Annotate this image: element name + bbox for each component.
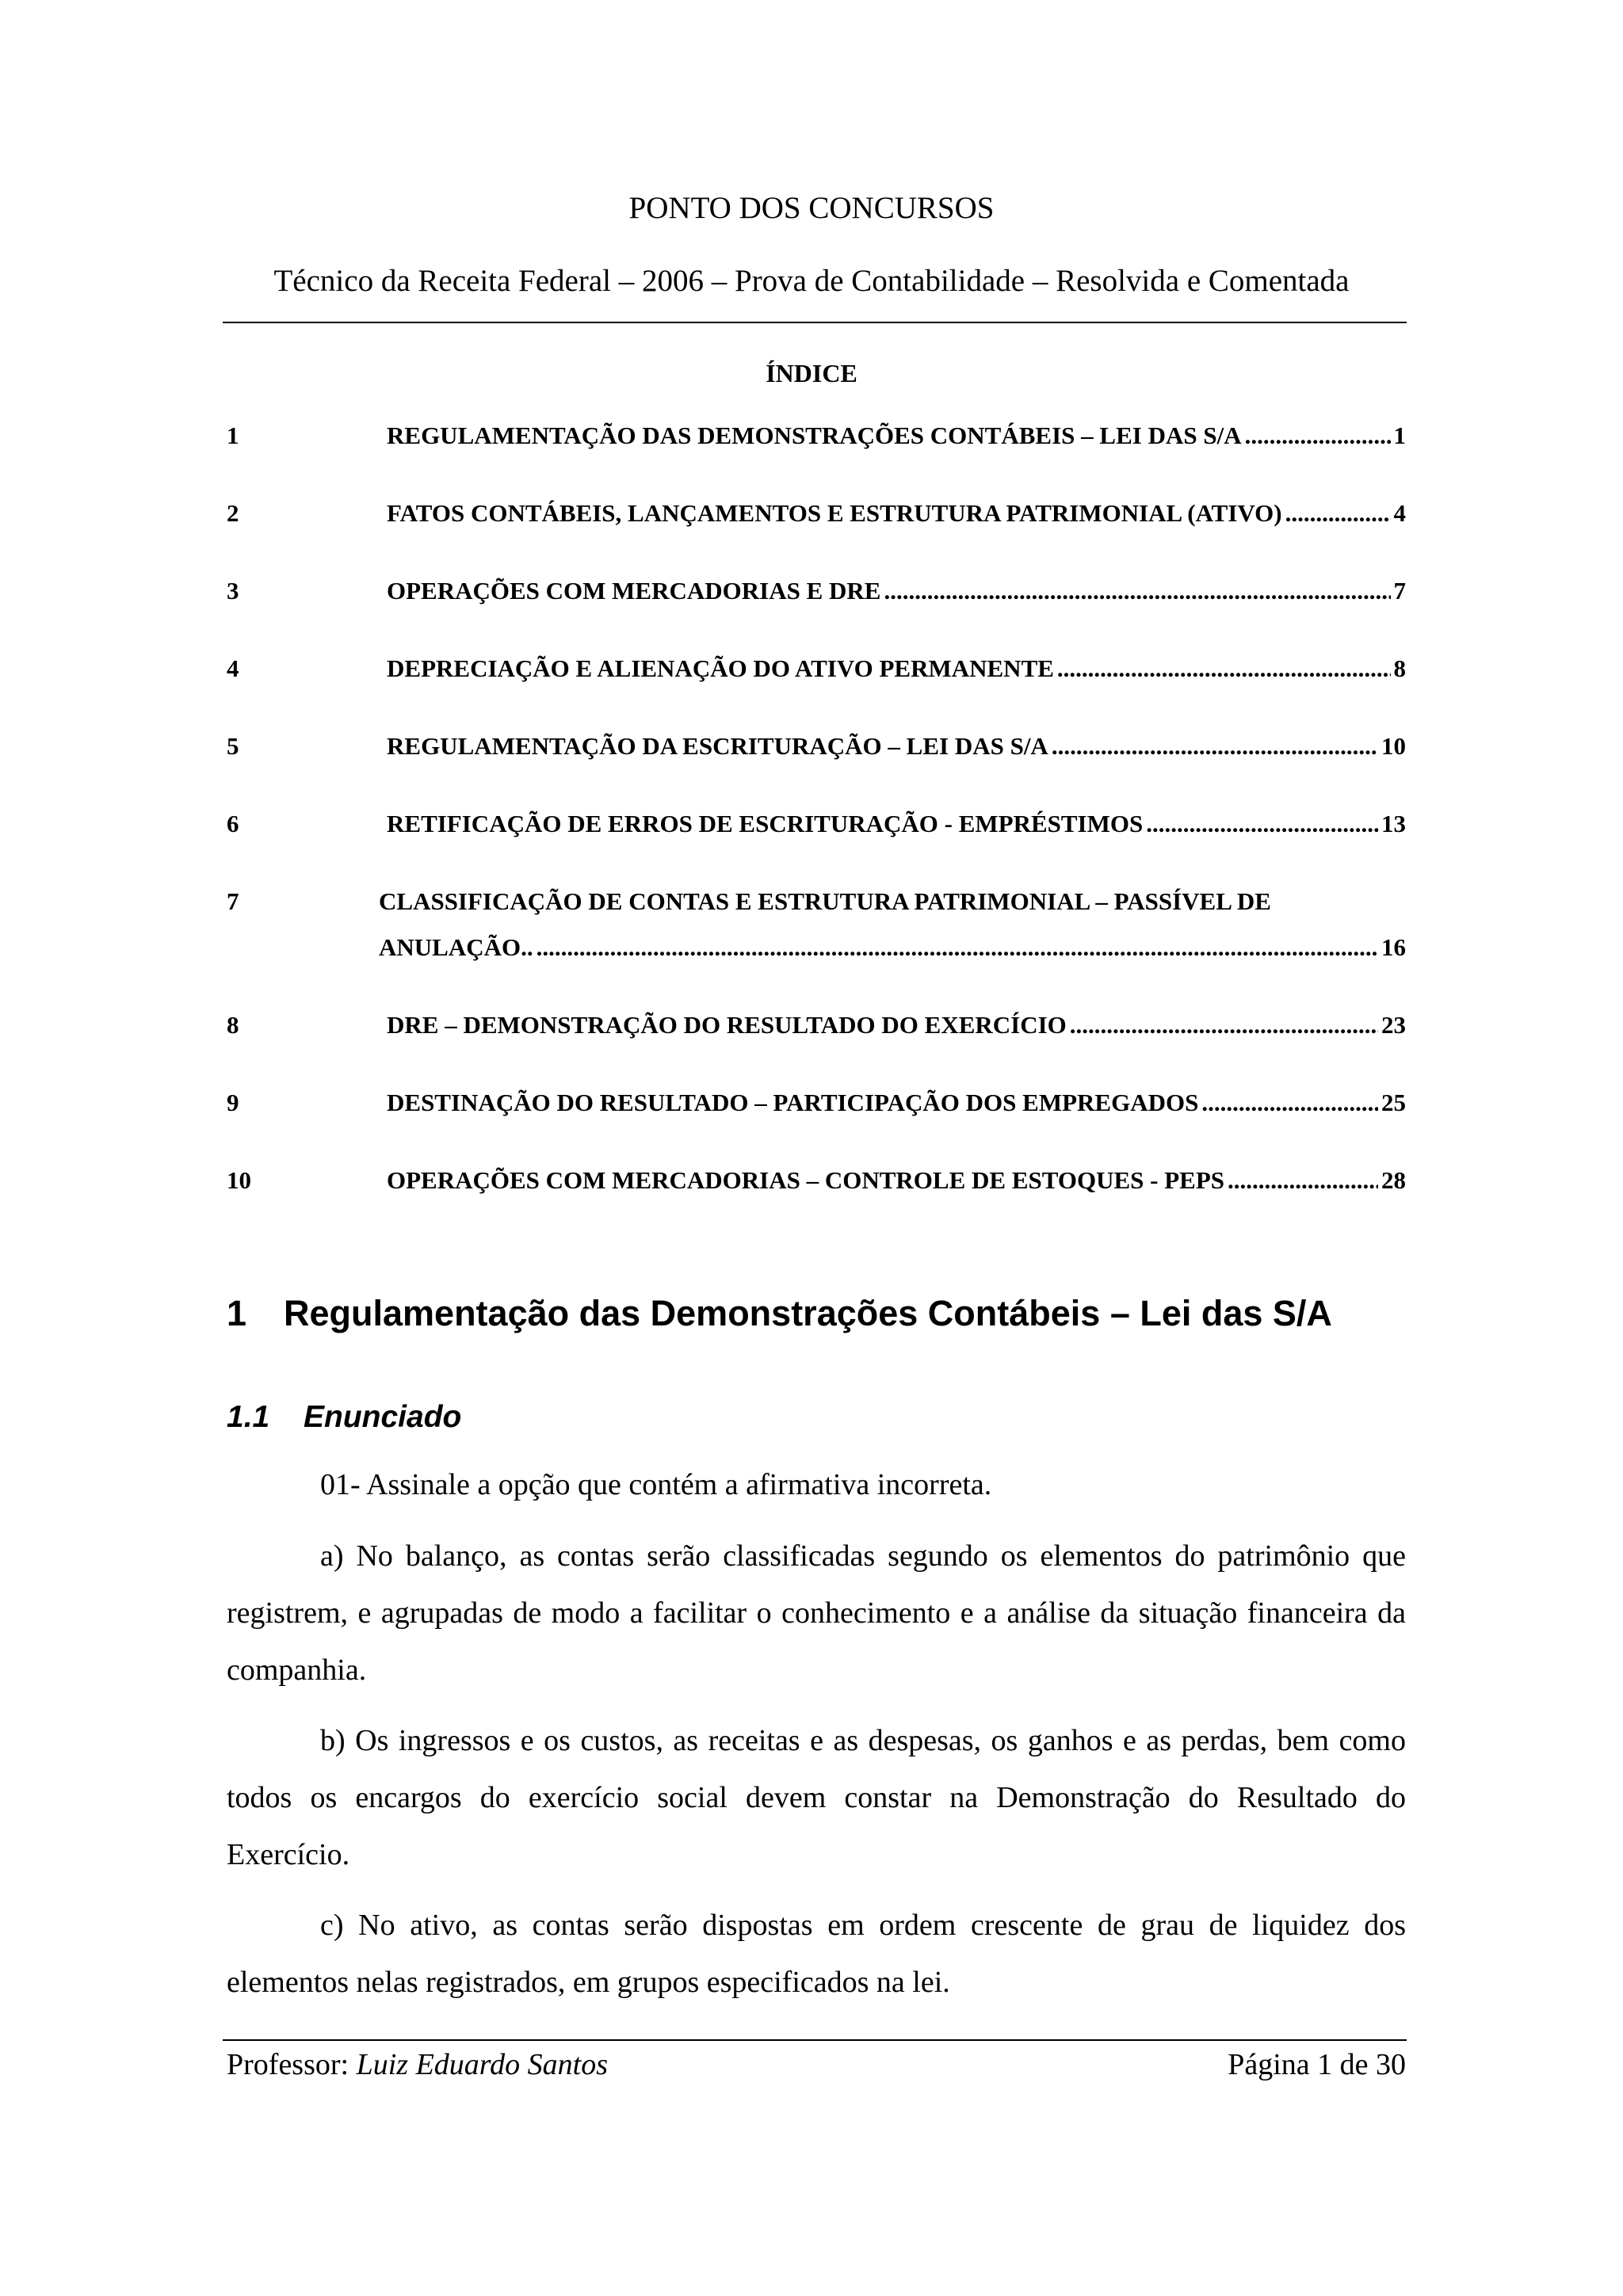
toc-entry-10[interactable]: [227, 1166, 1406, 1198]
toc-entry-text-continued: ANULAÇÃO..: [379, 933, 533, 961]
toc-entry-number: 4: [227, 654, 239, 682]
toc-heading: ÍNDICE: [766, 359, 857, 387]
toc-leader-dots: [1052, 732, 1378, 761]
toc-entry-number: 9: [227, 1089, 239, 1116]
footer-professor-label: Professor:: [227, 2048, 349, 2081]
section-title: Regulamentação das Demonstrações Contábeis – Lei das S/A: [284, 1293, 1332, 1333]
toc-entry-page: 8: [1393, 654, 1406, 682]
toc-entry-9[interactable]: [227, 1089, 1406, 1120]
option-c-text: c) No ativo, as contas serão dispostas em ordem crescente de grau de liquidez dos elementos nelas registrados, em grupos especificados na lei.: [227, 1909, 1406, 1999]
toc-entry-text: RETIFICAÇÃO DE ERROS DE ESCRITURAÇÃO - EMPRÉSTIMOS: [387, 810, 1144, 837]
toc-entry-3[interactable]: [227, 577, 1406, 608]
toc-entry-text: OPERAÇÕES COM MERCADORIAS E DRE: [387, 577, 881, 605]
toc-entry-page: 28: [1381, 1166, 1406, 1194]
toc-entry-text: CLASSIFICAÇÃO DE CONTAS E ESTRUTURA PATRIMONIAL – PASSÍVEL DE: [379, 887, 1271, 915]
subsection-number: 1.1: [227, 1400, 270, 1434]
toc-entry-1[interactable]: [227, 421, 1406, 453]
subsection-title: Enunciado: [304, 1400, 462, 1434]
toc-leader-dots: [1201, 1089, 1378, 1117]
header-subtitle: Técnico da Receita Federal – 2006 – Prova de Contabilidade – Resolvida e Comentada: [273, 264, 1350, 298]
toc-leader-dots: [1285, 499, 1391, 528]
toc-entry-6[interactable]: [227, 810, 1406, 841]
toc-entry-text: DRE – DEMONSTRAÇÃO DO RESULTADO DO EXERCÍCIO: [387, 1011, 1067, 1039]
toc-entry-page: 1: [1393, 421, 1406, 449]
toc-entry-number: 7: [227, 887, 239, 915]
footer-professor-name: Luiz Eduardo Santos: [356, 2048, 609, 2081]
toc-entry-text: OPERAÇÕES COM MERCADORIAS – CONTROLE DE ESTOQUES - PEPS: [387, 1166, 1225, 1194]
toc-entry-text: DESTINAÇÃO DO RESULTADO – PARTICIPAÇÃO DOS EMPREGADOS: [387, 1089, 1199, 1116]
toc-entry-number: 8: [227, 1011, 239, 1039]
toc-leader-dots: [884, 577, 1390, 605]
toc-leader-dots: [1245, 421, 1391, 450]
header-rule: [223, 322, 1407, 323]
toc-entry-5[interactable]: [227, 732, 1406, 764]
toc-leader-dots: [537, 933, 1378, 962]
toc-leader-dots: [1057, 654, 1391, 683]
toc-entry-page: 7: [1393, 577, 1406, 605]
toc-leader-dots: [1146, 810, 1378, 838]
toc-entry-number: 3: [227, 577, 239, 605]
toc-entry-page: 25: [1381, 1089, 1406, 1116]
toc-entry-number: 10: [227, 1166, 251, 1194]
toc-leader-dots: [1228, 1166, 1378, 1195]
toc-entry-page: 16: [1381, 933, 1406, 961]
footer-professor: [227, 2047, 608, 2082]
toc-entry-4[interactable]: [227, 654, 1406, 686]
section-number: 1: [227, 1293, 247, 1333]
subsection-heading: [227, 1400, 461, 1435]
toc-entry-number: 1: [227, 421, 239, 449]
footer-page-number: Página 1 de 30: [1228, 2048, 1406, 2081]
toc-entry-number: 2: [227, 499, 239, 527]
toc-entry-page: 4: [1393, 499, 1406, 527]
toc-entry-8[interactable]: [227, 1011, 1406, 1043]
toc-entry-page: 23: [1381, 1011, 1406, 1039]
header-title: PONTO DOS CONCURSOS: [628, 191, 995, 225]
toc-leader-dots: [1070, 1011, 1378, 1039]
toc-entry-page: 10: [1381, 732, 1406, 760]
toc-entry-text: FATOS CONTÁBEIS, LANÇAMENTOS E ESTRUTURA PATRIMONIAL (ATIVO): [387, 499, 1282, 527]
option-a-text: a) No balanço, as contas serão classificadas segundo os elementos do patrimônio que registrem, e agrupadas de modo a facilitar o conhecimento e a análise da situação financeira da companhia.: [227, 1539, 1406, 1687]
option-b-text: b) Os ingressos e os custos, as receitas e as despesas, os ganhos e as perdas, bem como todos os encargos do exercício social devem constar na Demonstração do Resultado do Exercício.: [227, 1724, 1406, 1871]
toc-entry-number: 6: [227, 810, 239, 837]
toc-entry-2[interactable]: [227, 499, 1406, 531]
question-text: 01- Assinale a opção que contém a afirmativa incorreta.: [320, 1468, 992, 1501]
toc-entry-text: DEPRECIAÇÃO E ALIENAÇÃO DO ATIVO PERMANENTE: [387, 654, 1054, 682]
toc-entry-number: 5: [227, 732, 239, 760]
section-heading: [227, 1293, 1332, 1334]
toc-entry-7[interactable]: [227, 887, 1406, 967]
toc-entry-text: REGULAMENTAÇÃO DA ESCRITURAÇÃO – LEI DAS S/A: [387, 732, 1048, 760]
toc-entry-text: REGULAMENTAÇÃO DAS DEMONSTRAÇÕES CONTÁBEIS – LEI DAS S/A: [387, 421, 1242, 449]
toc-entry-page: 13: [1381, 810, 1406, 837]
footer-rule: [223, 2039, 1407, 2041]
